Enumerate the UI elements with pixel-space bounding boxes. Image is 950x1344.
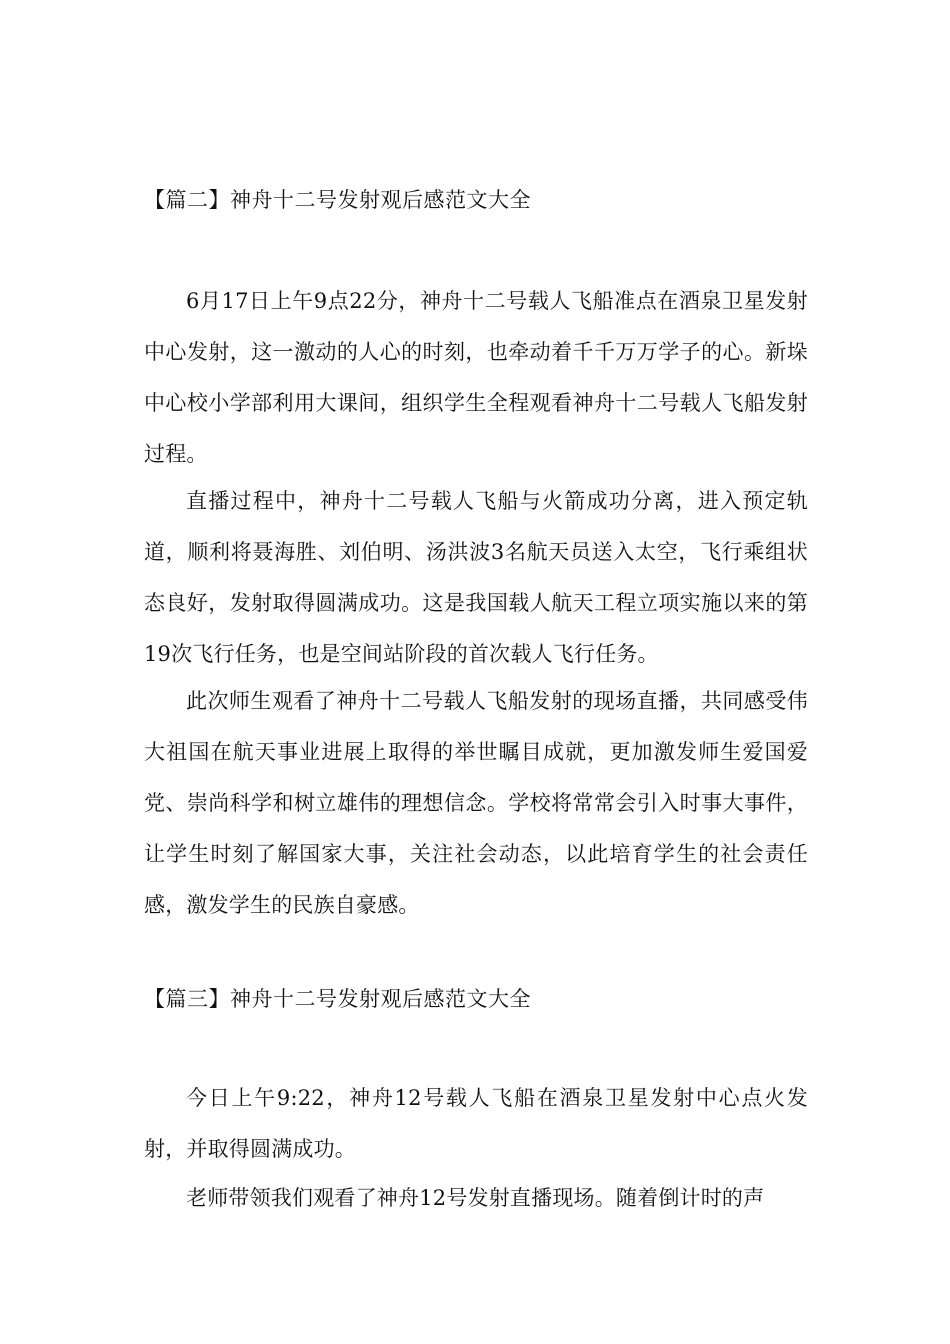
section2-paragraph-3: 此次师生观看了神舟十二号载人飞船发射的现场直播，共同感受伟大祖国在航天事业进展上取得的举世瞩目成就，更加激发师生爱国爱党、崇尚科学和树立雄伟的理想信念。学校将常常会引入时事大事件，让学生时刻了解国家大事，关注社会动态，以此培育学生的社会责任感，激发学生的民族自豪感。 — [144, 689, 808, 917]
section-heading-3: 【篇三】神舟十二号发射观后感范文大全 — [144, 987, 531, 1011]
section2-paragraph-1: 6月17日上午9点22分，神舟十二号载人飞船准点在酒泉卫星发射中心发射，这一激动的人心的时刻，也牵动着千千万万学子的心。新垛中心校小学部利用大课间，组织学生全程观看神舟十二号载人飞船发射过程。 — [144, 289, 808, 466]
section3-paragraph-1: 今日上午9:22，神舟12号载人飞船在酒泉卫星发射中心点火发射，并取得圆满成功。 — [144, 1086, 808, 1161]
section3-paragraph-2: 老师带领我们观看了神舟12号发射直播现场。随着倒计时的声 — [186, 1186, 765, 1210]
section2-paragraph-2: 直播过程中，神舟十二号载人飞船与火箭成功分离，进入预定轨道，顺利将聂海胜、刘伯明、汤洪波3名航天员送入太空，飞行乘组状态良好，发射取得圆满成功。这是我国载人航天工程立项实施以来的第19次飞行任务，也是空间站阶段的首次载人飞行任务。 — [144, 489, 808, 666]
section-heading-2: 【篇二】神舟十二号发射观后感范文大全 — [144, 188, 531, 212]
